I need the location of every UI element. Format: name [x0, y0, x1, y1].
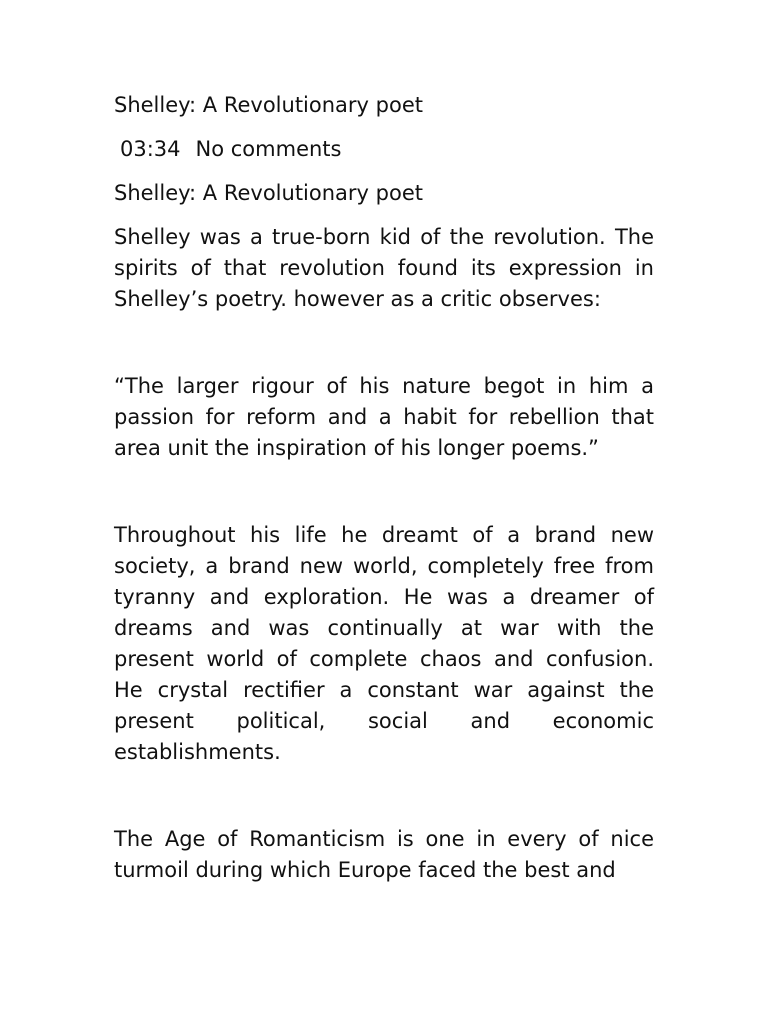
- post-time: 03:34: [120, 137, 181, 161]
- document-page: [114, 90, 654, 886]
- comments-count: No comments: [195, 137, 342, 161]
- post-title: Shelley: A Revolutionary poet: [114, 181, 423, 205]
- paragraph-quote: “The larger rigour of his nature begot in him a passion for reform and a habit for rebellion that area unit the inspiration of his longer poems.”: [114, 374, 654, 460]
- paragraph-dreams: Throughout his life he dreamt of a brand new society, a brand new world, completely free from tyranny and exploration. He was a dreamer of dreams and was continually at war with the present world of complete chaos and confusion. He crystal rectifier a constant war against the present political, social and economic establishments.: [114, 523, 654, 764]
- paragraph-intro: Shelley was a true-born kid of the revolution. The spirits of that revolution found its expression in Shelley’s poetry. however as a critic observes:: [114, 225, 654, 311]
- post-meta: [114, 134, 654, 165]
- paragraph-romanticism: The Age of Romanticism is one in every of nice turmoil during which Europe faced the best and: [114, 827, 654, 882]
- page-title: Shelley: A Revolutionary poet: [114, 93, 423, 117]
